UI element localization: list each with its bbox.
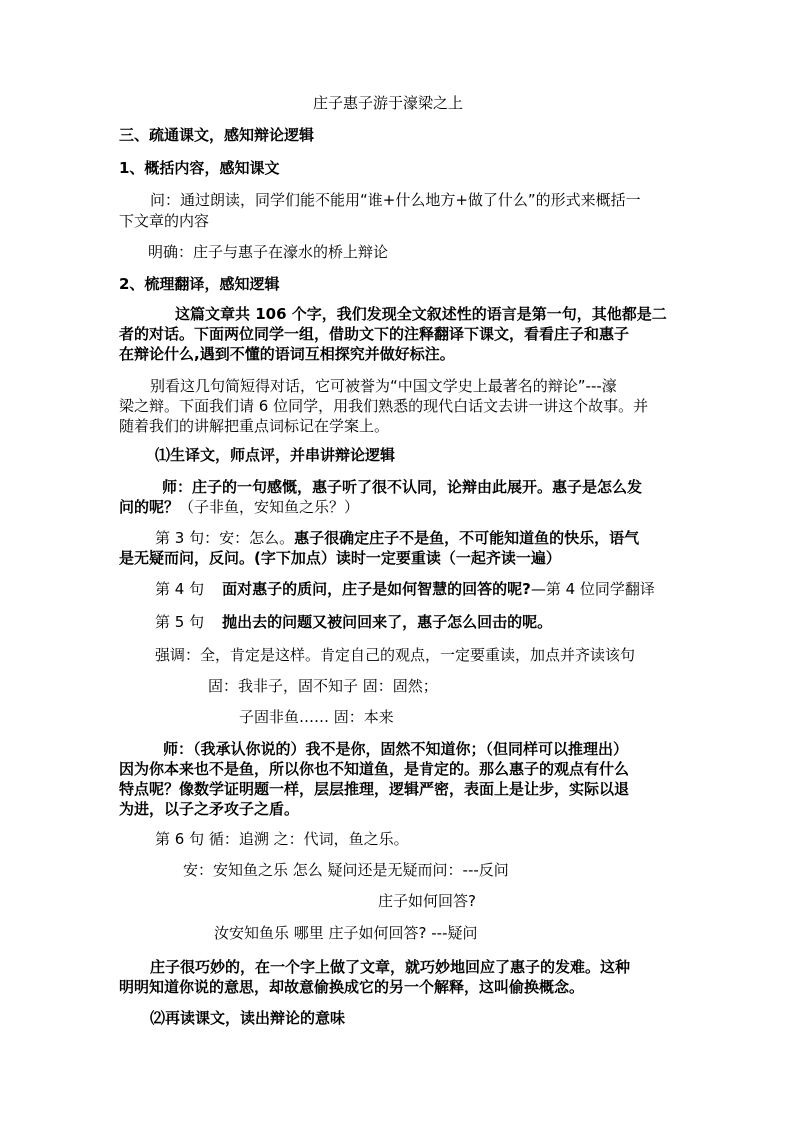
paragraph-line: 为进，以子之矛攻子之盾。: [119, 800, 300, 818]
text-segment: 第 3 句：安：怎么。: [155, 529, 295, 547]
paragraph-line: 是无疑而问，反问。(字下加点）读时一定要重读（一起齐读一遍）: [119, 549, 561, 567]
paragraph-line: 安：安知鱼之乐 怎么 疑问还是无疑而问：---反问: [183, 861, 509, 879]
text-segment: —第 4 位同学翻译: [530, 580, 655, 598]
paragraph-line: 汝安知鱼乐 哪里 庄子如何回答? ---疑问: [214, 924, 478, 942]
paragraph-line: 这篇文章共 106 个字，我们发现全文叙述性的语言是第一句，其他都是二: [175, 305, 667, 323]
subsection-heading-2-1: ⑴生译文，师点评，并串讲辩论逻辑: [155, 446, 396, 464]
paragraph-line: 在辩论什么,遇到不懂的语词互相探究并做好标注。: [119, 345, 455, 363]
paragraph-line: 强调：全，肯定是这样。肯定自己的观点，一定要重读，加点并齐读该句: [155, 646, 636, 664]
paragraph-line: 随着我们的讲解把重点词标记在学案上。: [119, 417, 390, 435]
paragraph-line: 梁之辩。下面我们请 6 位同学，用我们熟悉的现代白话文去讲一讲这个故事。并: [119, 397, 649, 415]
text-segment: 问的呢？: [119, 498, 180, 516]
paragraph-line: 固：我非子，固不知子 固：固然；: [208, 677, 438, 695]
paragraph-line: 因为你本来也不是鱼，所以你也不知道鱼，是肯定的。那么惠子的观点有什么: [119, 760, 630, 778]
paragraph-line: [155, 528, 639, 548]
text-segment: 第 5 句: [155, 613, 205, 631]
text-segment: （子非鱼，安知鱼之乐？）: [179, 498, 360, 516]
paragraph-line: 师：（我承认你说的）我不是你，固然不知道你；（但同样可以推理出）: [163, 740, 629, 758]
paragraph-line: 特点呢？像数学证明题一样，层层推理，逻辑严密，表面上是让步，实际以退: [119, 780, 630, 798]
text-segment: 第 4 句: [155, 580, 205, 598]
paragraph-line: 子固非鱼…… 固：本来: [239, 708, 394, 726]
paragraph-line: 第 6 句 循：追溯 之：代词，鱼之乐。: [155, 830, 409, 848]
paragraph-line: 问：通过朗读，同学们能不能用“谁+什么地方+做了什么”的形式来概括一: [150, 191, 641, 209]
paragraph-line: 庄子如何回答?: [378, 892, 476, 910]
paragraph-line: [119, 497, 359, 517]
paragraph-line: [155, 612, 552, 632]
text-segment: 抛出去的问题又被问回来了，惠子怎么回击的呢。: [222, 613, 553, 631]
subsection-heading-1: 1、概括内容，感知课文: [119, 159, 280, 177]
section-heading-3: 三、疏通课文，感知辩论逻辑: [119, 126, 315, 144]
paragraph-line: 下文章的内容: [119, 212, 210, 230]
paragraph-line: 别看这几句简短得对话，它可被誉为“中国文学史上最著名的辩论”---濠: [150, 377, 617, 395]
subsection-heading-2-2: ⑵再读课文，读出辩论的意味: [150, 1009, 346, 1027]
paragraph-line: 明确：庄子与惠子在濠水的桥上辩论: [148, 243, 389, 261]
page-title: 庄子惠子游于濠梁之上: [313, 94, 464, 112]
paragraph-line: 者的对话。下面两位同学一组，借助文下的注释翻译下课文，看看庄子和惠子: [119, 325, 630, 343]
paragraph-line: 师：庄子的一句感慨，惠子听了很不认同，论辩由此展开。惠子是怎么发: [162, 478, 643, 496]
text-segment: 面对惠子的质问，庄子是如何智慧的回答的呢?: [222, 580, 531, 598]
paragraph-line: [155, 579, 655, 599]
paragraph-line: 庄子很巧妙的，在一个字上做了文章，就巧妙地回应了惠子的发难。这种: [150, 958, 631, 976]
paragraph-line: 明明知道你说的意思，却故意偷换成它的另一个解释，这叫偷换概念。: [119, 978, 585, 996]
subsection-heading-2: 2、梳理翻译，感知逻辑: [119, 275, 280, 293]
text-segment: 惠子很确定庄子不是鱼，不可能知道鱼的快乐，语气: [294, 529, 640, 547]
